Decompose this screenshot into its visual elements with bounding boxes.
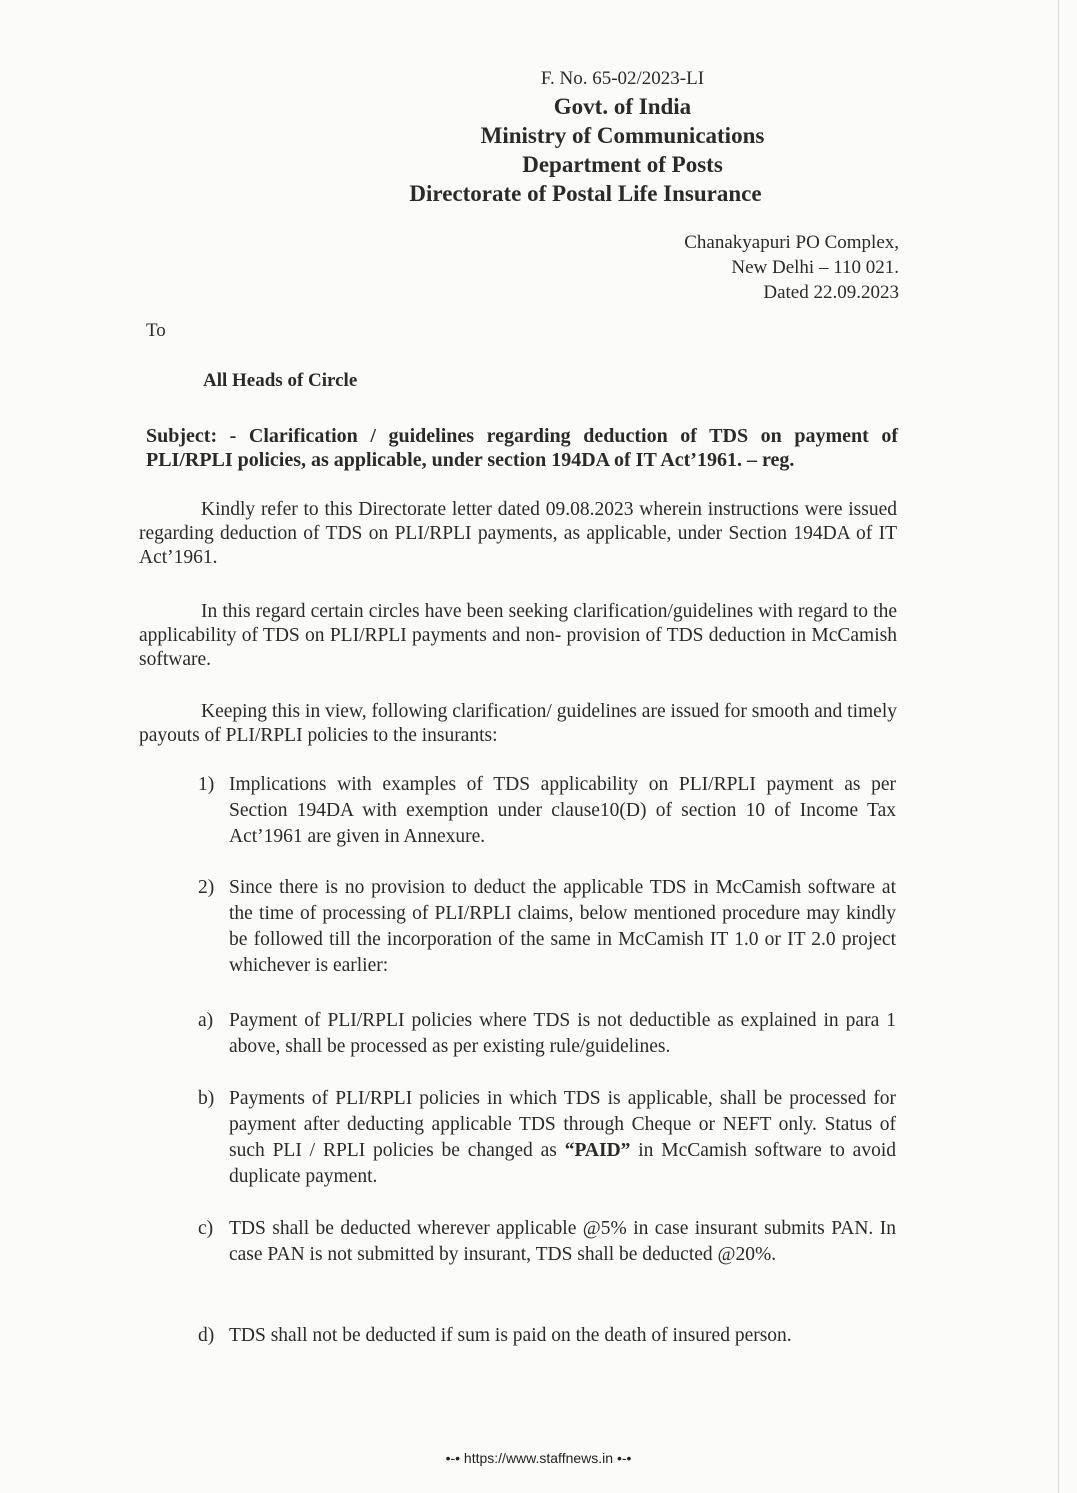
paragraph-context: In this regard certain circles have been seeking clarification/guidelines with regard to the applicability of TDS on PLI/RPLI payments and non- provision of TDS deduction in McCamish software. xyxy=(139,601,897,670)
paid-status: “PAID” xyxy=(564,1140,631,1161)
page-edge xyxy=(1058,0,1059,1493)
file-number: F. No. 65-02/2023-LI xyxy=(540,68,705,89)
item-text-after: in McCamish software to avoid duplicate payment. xyxy=(229,1140,896,1187)
item-text: TDS shall be deducted wherever applicable @5% in case insurant submits PAN. In case PAN is not submitted by insurant, TDS shall be deducted @20%. xyxy=(229,1218,896,1265)
addressee: All Heads of Circle xyxy=(203,370,358,391)
item-text: Since there is no provision to deduct the applicable TDS in McCamish software at the time of processing of PLI/RPLI claims, below mentioned procedure may kindly be followed till the incorporation of the same in McCamish IT 1.0 or IT 2.0 project whichever is earlier: xyxy=(229,877,896,976)
header-department: Department of Posts xyxy=(522,152,723,177)
item-text: Implications with examples of TDS applicability on PLI/RPLI payment as per Section 194DA with exemption under clause10(D) of section 10 of Income Tax Act’1961 are given in Annexure. xyxy=(229,774,896,847)
footer-url: •-• https://www.staffnews.in •-• xyxy=(445,1450,632,1466)
header-directorate: Directorate of Postal Life Insurance xyxy=(409,181,762,206)
letter-date: Dated 22.09.2023 xyxy=(763,282,899,303)
item-text: TDS shall not be deducted if sum is paid on the death of insured person. xyxy=(229,1325,792,1346)
item-marker: b) xyxy=(198,1088,215,1109)
lettered-item xyxy=(198,1008,896,1060)
item-text: Payment of PLI/RPLI policies where TDS is not deductible as explained in para 1 above, shall be processed as per existing rule/guidelines. xyxy=(229,1010,896,1057)
address-line-2: New Delhi – 110 021. xyxy=(731,257,899,278)
sender-address xyxy=(684,230,899,305)
item-marker: 1) xyxy=(198,774,215,795)
paragraph-intro: Keeping this in view, following clarification/ guidelines are issued for smooth and timely payouts of PLI/RPLI policies to the insurants: xyxy=(139,701,897,746)
item-marker: d) xyxy=(198,1325,215,1346)
header-ministry: Ministry of Communications xyxy=(480,123,765,148)
item-text xyxy=(229,1086,896,1190)
address-line-1: Chanakyapuri PO Complex, xyxy=(684,232,899,253)
paragraph-reference: Kindly refer to this Directorate letter dated 09.08.2023 wherein instructions were issued regarding deduction of TDS on PLI/RPLI payments, as applicable, under Section 194DA of IT Act’1961. xyxy=(139,499,897,568)
to-label: To xyxy=(146,320,166,341)
item-marker: 2) xyxy=(198,877,215,898)
lettered-item xyxy=(198,1216,896,1268)
numbered-item xyxy=(198,875,896,979)
item-marker: a) xyxy=(198,1010,214,1031)
lettered-item xyxy=(198,1086,896,1190)
item-marker: c) xyxy=(198,1218,214,1239)
subject-line: Subject: - Clarification / guidelines regarding deduction of TDS on payment of PLI/RPLI policies, as applicable, under section 194DA of IT Act’1961. – reg. xyxy=(146,425,898,471)
lettered-item xyxy=(198,1323,896,1349)
item-text-before: Payments of PLI/RPLI policies in which TDS is applicable, shall be processed for payment after deducting applicable TDS through Cheque or NEFT only. Status of such PLI / RPLI policies be changed as xyxy=(229,1088,896,1161)
numbered-item xyxy=(198,772,896,850)
header-govt: Govt. of India xyxy=(553,94,692,119)
